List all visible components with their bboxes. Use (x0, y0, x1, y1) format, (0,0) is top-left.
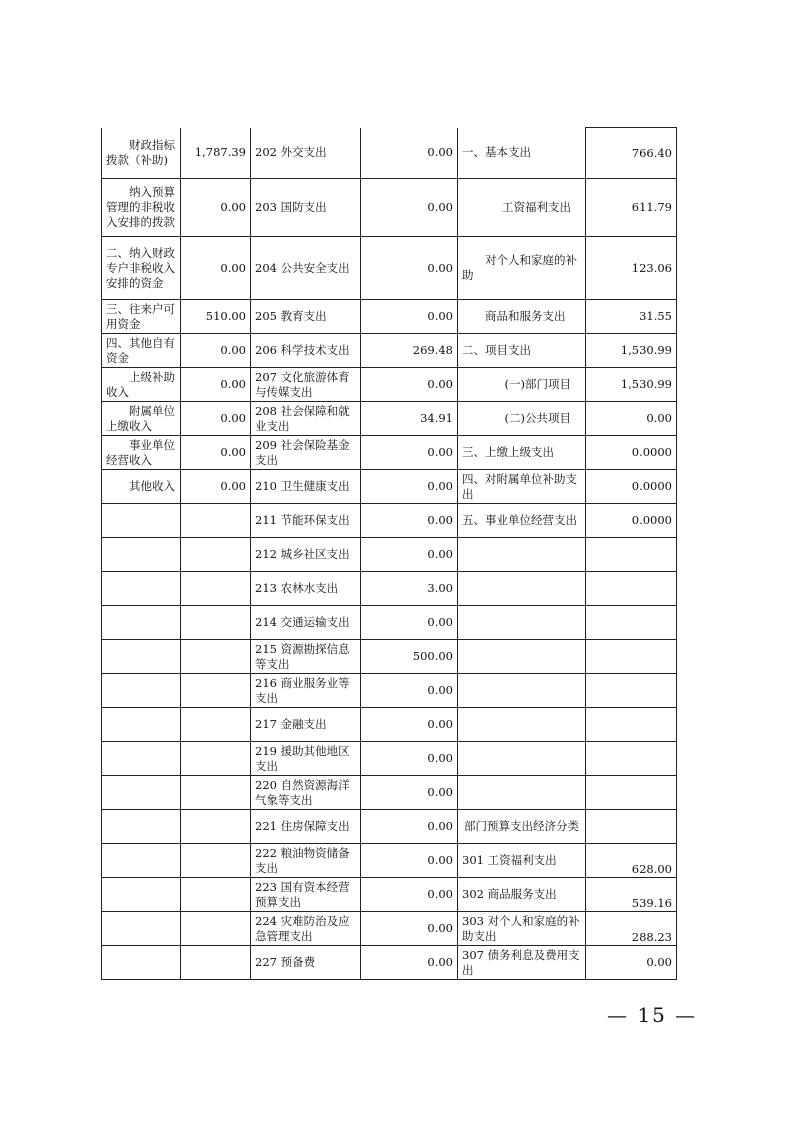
expense-item-cell (458, 776, 586, 810)
expense-amount-cell: 1,530.99 (586, 368, 677, 402)
income-amount-cell: 1,787.39 (181, 128, 251, 179)
income-amount-cell (181, 912, 251, 946)
table-row (102, 470, 677, 504)
expense-item-cell: 五、事业单位经营支出 (458, 504, 586, 538)
expense-amount-cell: 288.23 (586, 912, 677, 946)
expense-amount-cell: 0.0000 (586, 504, 677, 538)
function-item-cell: 211 节能环保支出 (251, 504, 361, 538)
expense-item-cell (458, 606, 586, 640)
function-amount-cell: 0.00 (361, 470, 458, 504)
function-amount-cell: 0.00 (361, 436, 458, 470)
income-item-cell: 财政指标拨款（补助) (102, 128, 181, 179)
function-item-cell: 206 科学技术支出 (251, 334, 361, 368)
function-amount-cell: 500.00 (361, 640, 458, 674)
function-item-cell: 223 国有资本经营预算支出 (251, 878, 361, 912)
budget-table (101, 127, 677, 980)
income-item-cell: 四、其他自有资金 (102, 334, 181, 368)
income-amount-cell (181, 538, 251, 572)
function-item-cell: 222 粮油物资储备支出 (251, 844, 361, 878)
income-amount-cell (181, 674, 251, 708)
expense-item-cell (458, 742, 586, 776)
function-amount-cell: 0.00 (361, 878, 458, 912)
income-amount-cell: 0.00 (181, 237, 251, 300)
income-amount-cell (181, 810, 251, 844)
expense-item-cell (458, 538, 586, 572)
expense-amount-cell: 766.40 (586, 128, 677, 179)
function-item-cell: 214 交通运输支出 (251, 606, 361, 640)
income-item-cell (102, 674, 181, 708)
expense-item-cell (458, 640, 586, 674)
function-item-cell: 227 预备费 (251, 946, 361, 980)
table-row (102, 606, 677, 640)
income-amount-cell (181, 742, 251, 776)
expense-amount-cell: 611.79 (586, 179, 677, 237)
expense-amount-cell (586, 810, 677, 844)
income-item-cell (102, 504, 181, 538)
expense-item-cell: 302 商品服务支出 (458, 878, 586, 912)
function-amount-cell: 3.00 (361, 572, 458, 606)
income-item-cell (102, 844, 181, 878)
expense-item-cell: 二、项目支出 (458, 334, 586, 368)
expense-item-cell: 商品和服务支出 (458, 300, 586, 334)
expense-item-cell: 部门预算支出经济分类 (458, 810, 586, 844)
table-row (102, 368, 677, 402)
function-amount-cell: 0.00 (361, 708, 458, 742)
table-row (102, 572, 677, 606)
function-amount-cell: 34.91 (361, 402, 458, 436)
expense-item-cell (458, 708, 586, 742)
expense-amount-cell: 0.00 (586, 946, 677, 980)
table-row (102, 810, 677, 844)
income-amount-cell: 0.00 (181, 179, 251, 237)
table-row (102, 946, 677, 980)
expense-item-cell: 301 工资福利支出 (458, 844, 586, 878)
function-item-cell: 205 教育支出 (251, 300, 361, 334)
income-item-cell (102, 776, 181, 810)
function-amount-cell: 0.00 (361, 606, 458, 640)
table-row (102, 538, 677, 572)
table-row (102, 504, 677, 538)
income-item-cell (102, 640, 181, 674)
expense-item-cell: 303 对个人和家庭的补助支出 (458, 912, 586, 946)
expense-item-cell (458, 674, 586, 708)
table-row (102, 844, 677, 878)
expense-amount-cell (586, 538, 677, 572)
function-amount-cell: 0.00 (361, 946, 458, 980)
income-amount-cell (181, 878, 251, 912)
function-amount-cell: 0.00 (361, 504, 458, 538)
function-amount-cell: 0.00 (361, 674, 458, 708)
expense-amount-cell (586, 674, 677, 708)
table-row (102, 878, 677, 912)
income-item-cell (102, 708, 181, 742)
income-amount-cell: 510.00 (181, 300, 251, 334)
expense-item-cell (458, 572, 586, 606)
function-amount-cell: 0.00 (361, 912, 458, 946)
income-amount-cell: 0.00 (181, 436, 251, 470)
table-row (102, 776, 677, 810)
income-item-cell (102, 912, 181, 946)
function-item-cell: 203 国防支出 (251, 179, 361, 237)
income-amount-cell (181, 844, 251, 878)
function-item-cell: 210 卫生健康支出 (251, 470, 361, 504)
expense-item-cell: (一)部门项目 (458, 368, 586, 402)
expense-amount-cell: 0.00 (586, 402, 677, 436)
function-item-cell: 217 金融支出 (251, 708, 361, 742)
budget-table-sheet (101, 127, 676, 980)
function-amount-cell: 0.00 (361, 128, 458, 179)
income-item-cell (102, 810, 181, 844)
function-item-cell: 221 住房保障支出 (251, 810, 361, 844)
function-item-cell: 224 灾难防治及应急管理支出 (251, 912, 361, 946)
expense-amount-cell: 0.0000 (586, 436, 677, 470)
function-item-cell: 207 文化旅游体育与传媒支出 (251, 368, 361, 402)
income-item-cell (102, 946, 181, 980)
function-item-cell: 215 资源勘探信息等支出 (251, 640, 361, 674)
income-amount-cell (181, 946, 251, 980)
income-item-cell: 二、纳入财政专户非税收入安排的资金 (102, 237, 181, 300)
function-amount-cell: 0.00 (361, 368, 458, 402)
income-amount-cell: 0.00 (181, 334, 251, 368)
function-amount-cell: 0.00 (361, 179, 458, 237)
function-amount-cell: 0.00 (361, 844, 458, 878)
function-item-cell: 220 自然资源海洋气象等支出 (251, 776, 361, 810)
table-row (102, 742, 677, 776)
expense-item-cell: 工资福利支出 (458, 179, 586, 237)
income-item-cell: 纳入预算管理的非税收入安排的拨款 (102, 179, 181, 237)
income-amount-cell (181, 640, 251, 674)
income-amount-cell: 0.00 (181, 402, 251, 436)
table-row (102, 674, 677, 708)
expense-item-cell: 一、基本支出 (458, 128, 586, 179)
function-item-cell: 208 社会保障和就业支出 (251, 402, 361, 436)
function-amount-cell: 0.00 (361, 237, 458, 300)
expense-amount-cell (586, 708, 677, 742)
income-item-cell: 其他收入 (102, 470, 181, 504)
expense-item-cell: (二)公共项目 (458, 402, 586, 436)
table-row (102, 179, 677, 237)
expense-amount-cell: 0.0000 (586, 470, 677, 504)
income-amount-cell (181, 776, 251, 810)
function-item-cell: 202 外交支出 (251, 128, 361, 179)
income-item-cell (102, 572, 181, 606)
function-item-cell: 209 社会保险基金支出 (251, 436, 361, 470)
function-amount-cell: 0.00 (361, 810, 458, 844)
income-item-cell: 三、往来户可用资金 (102, 300, 181, 334)
expense-amount-cell (586, 606, 677, 640)
income-item-cell (102, 878, 181, 912)
income-item-cell (102, 742, 181, 776)
expense-item-cell: 四、对附属单位补助支出 (458, 470, 586, 504)
income-item-cell: 附属单位上缴收入 (102, 402, 181, 436)
income-item-cell: 事业单位经营收入 (102, 436, 181, 470)
expense-item-cell: 307 债务利息及费用支出 (458, 946, 586, 980)
income-amount-cell (181, 708, 251, 742)
function-amount-cell: 269.48 (361, 334, 458, 368)
function-item-cell: 204 公共安全支出 (251, 237, 361, 300)
table-row (102, 912, 677, 946)
expense-amount-cell: 1,530.99 (586, 334, 677, 368)
expense-amount-cell (586, 776, 677, 810)
expense-item-cell: 三、上缴上级支出 (458, 436, 586, 470)
table-row (102, 640, 677, 674)
function-item-cell: 213 农林水支出 (251, 572, 361, 606)
income-amount-cell: 0.00 (181, 470, 251, 504)
table-row (102, 300, 677, 334)
income-amount-cell: 0.00 (181, 368, 251, 402)
expense-amount-cell: 31.55 (586, 300, 677, 334)
expense-amount-cell (586, 640, 677, 674)
table-row (102, 708, 677, 742)
table-row (102, 237, 677, 300)
expense-amount-cell: 539.16 (586, 878, 677, 912)
income-item-cell: 上级补助收入 (102, 368, 181, 402)
income-amount-cell (181, 606, 251, 640)
expense-amount-cell (586, 742, 677, 776)
table-row (102, 334, 677, 368)
function-amount-cell: 0.00 (361, 776, 458, 810)
expense-item-cell: 对个人和家庭的补助 (458, 237, 586, 300)
income-item-cell (102, 606, 181, 640)
function-amount-cell: 0.00 (361, 538, 458, 572)
function-amount-cell: 0.00 (361, 742, 458, 776)
income-item-cell (102, 538, 181, 572)
table-row (102, 436, 677, 470)
function-amount-cell: 0.00 (361, 300, 458, 334)
function-item-cell: 216 商业服务业等支出 (251, 674, 361, 708)
function-item-cell: 212 城乡社区支出 (251, 538, 361, 572)
table-row (102, 128, 677, 179)
table-row (102, 402, 677, 436)
expense-amount-cell (586, 572, 677, 606)
expense-amount-cell: 123.06 (586, 237, 677, 300)
income-amount-cell (181, 504, 251, 538)
page-number: — 15 — (607, 1003, 698, 1027)
function-item-cell: 219 援助其他地区支出 (251, 742, 361, 776)
income-amount-cell (181, 572, 251, 606)
expense-amount-cell: 628.00 (586, 844, 677, 878)
